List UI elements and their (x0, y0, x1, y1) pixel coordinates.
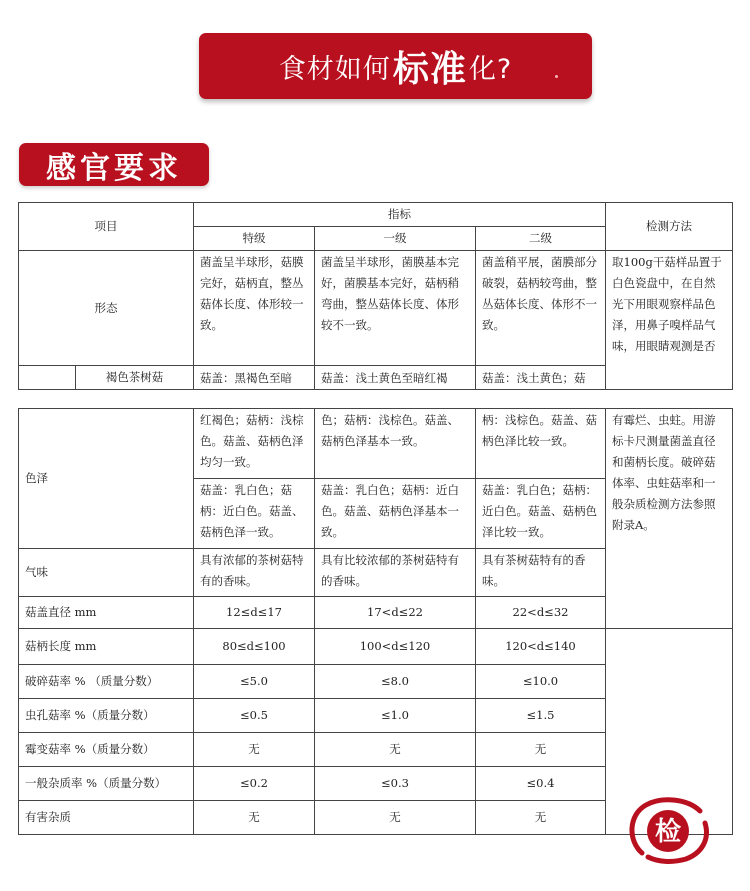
brown-cont-special: 红褐色；菇柄：浅棕色。菇盖、菇柄色泽均匀一致。 (194, 409, 315, 479)
inspection-stamp-icon (622, 793, 714, 865)
row-harmful-special: 无 (194, 801, 315, 835)
row-stem-length-second: 120<d≤140 (476, 629, 606, 665)
row-wormhole-special: ≤0.5 (194, 699, 315, 733)
method-text-content: 取100g干菇样品置于白色瓷盘中，在自然光下用眼观察样品色泽，用鼻子嗅样品气味，用眼睛观测是否 (612, 255, 722, 353)
row-harmful-second: 无 (476, 801, 606, 835)
banner-suffix: 化? (468, 53, 513, 85)
brown-cont-first: 色；菇柄：浅棕色。菇盖、菇柄色泽基本一致。 (315, 409, 476, 479)
row-stem-length-special: 80≤d≤100 (194, 629, 315, 665)
shape-second: 菌盖稍平展，菌膜部分破裂，菇柄较弯曲，整丛菇体长度、体形不一致。 (476, 251, 606, 366)
white-special: 菇盖：乳白色；菇柄：近白色。菇盖、菇柄色泽一致。 (194, 479, 315, 549)
row-impurity-special: ≤0.2 (194, 767, 315, 801)
row-harmful-first: 无 (315, 801, 476, 835)
row-cap-diameter-label: 菇盖直径 mm (19, 597, 194, 629)
row-stem-length-first: 100<d≤120 (315, 629, 476, 665)
header-method: 检测方法 (606, 203, 733, 251)
row-mould-label: 霉变菇率 %（质量分数） (19, 733, 194, 767)
banner-dot (555, 75, 558, 78)
brown-first-text: 菇盖：浅土黄色至暗红褐 (321, 370, 448, 385)
smell-first: 具有比较浓郁的茶树菇特有的香味。 (315, 549, 476, 597)
shape-special: 菌盖呈半球形，菇膜完好，菇柄直，整丛菇体长度、体形较一致。 (194, 251, 315, 366)
row-impurity-label: 一般杂质率 %（质量分数） (19, 767, 194, 801)
method-text (606, 251, 733, 390)
row-impurity-first: ≤0.3 (315, 767, 476, 801)
smell-special: 具有浓郁的茶树菇特有的香味。 (194, 549, 315, 597)
row-mould-second: 无 (476, 733, 606, 767)
row-mould-first: 无 (315, 733, 476, 767)
method-cont: 有霉烂、虫蛀。用游标卡尺测量菌盖直径和菌柄长度。破碎菇体率、虫蛀菇率和一般杂质检测方法参照附录A。 (606, 409, 733, 629)
row-wormhole-second: ≤1.5 (476, 699, 606, 733)
row-stem-length-label: 菇柄长度 mm (19, 629, 194, 665)
section-title: 感官要求 (19, 143, 209, 186)
row-mould-special: 无 (194, 733, 315, 767)
row-broken-second: ≤10.0 (476, 665, 606, 699)
title-banner (199, 33, 592, 99)
brown-first (315, 366, 476, 390)
row-harmful-label: 有害杂质 (19, 801, 194, 835)
white-second: 菇盖：乳白色；菇柄：近白色。菇盖、菇柄色泽比较一致。 (476, 479, 606, 549)
row-broken-first: ≤8.0 (315, 665, 476, 699)
row-wormhole-first: ≤1.0 (315, 699, 476, 733)
banner-prefix: 食材如何 (278, 53, 391, 85)
brown-special (194, 366, 315, 390)
shape-first: 菌盖呈半球形，菌膜基本完好，菌膜基本完好，菇柄稍弯曲，整丛菇体长度、体形较不一致。 (315, 251, 476, 366)
brown-second (476, 366, 606, 390)
header-item: 项目 (19, 203, 194, 251)
row-broken-label: 破碎菇率 % （质量分数） (19, 665, 194, 699)
sensory-table-bottom (18, 408, 733, 835)
grade-second: 二级 (476, 227, 606, 251)
header-indicator: 指标 (194, 203, 606, 227)
smell-label: 气味 (19, 549, 194, 597)
row-impurity-second: ≤0.4 (476, 767, 606, 801)
grade-first: 一级 (315, 227, 476, 251)
grade-special: 特级 (194, 227, 315, 251)
banner-strong: 标准 (392, 48, 467, 90)
brown-sublabel: 褐色茶树菇 (76, 366, 194, 390)
row-cap-diameter-special: 12≤d≤17 (194, 597, 315, 629)
smell-second: 具有茶树菇特有的香味。 (476, 549, 606, 597)
row-broken-special: ≤5.0 (194, 665, 315, 699)
row-cap-diameter-second: 22<d≤32 (476, 597, 606, 629)
brown-second-text: 菇盖：浅土黄色；菇 (482, 370, 586, 385)
color-label: 色泽 (19, 409, 194, 549)
row-wormhole-label: 虫孔菇率 %（质量分数） (19, 699, 194, 733)
white-first: 菇盖：乳白色；菇柄：近白色。菇盖、菇柄色泽基本一致。 (315, 479, 476, 549)
sensory-table-top (18, 202, 733, 390)
row-cap-diameter-first: 17<d≤22 (315, 597, 476, 629)
stamp-text: 检 (654, 817, 682, 847)
shape-label: 形态 (19, 251, 194, 366)
brown-special-text: 菇盖：黑褐色至暗 (200, 370, 292, 385)
brown-cont-second: 柄：浅棕色。菇盖、菇柄色泽比较一致。 (476, 409, 606, 479)
brown-empty-cell (19, 366, 76, 390)
